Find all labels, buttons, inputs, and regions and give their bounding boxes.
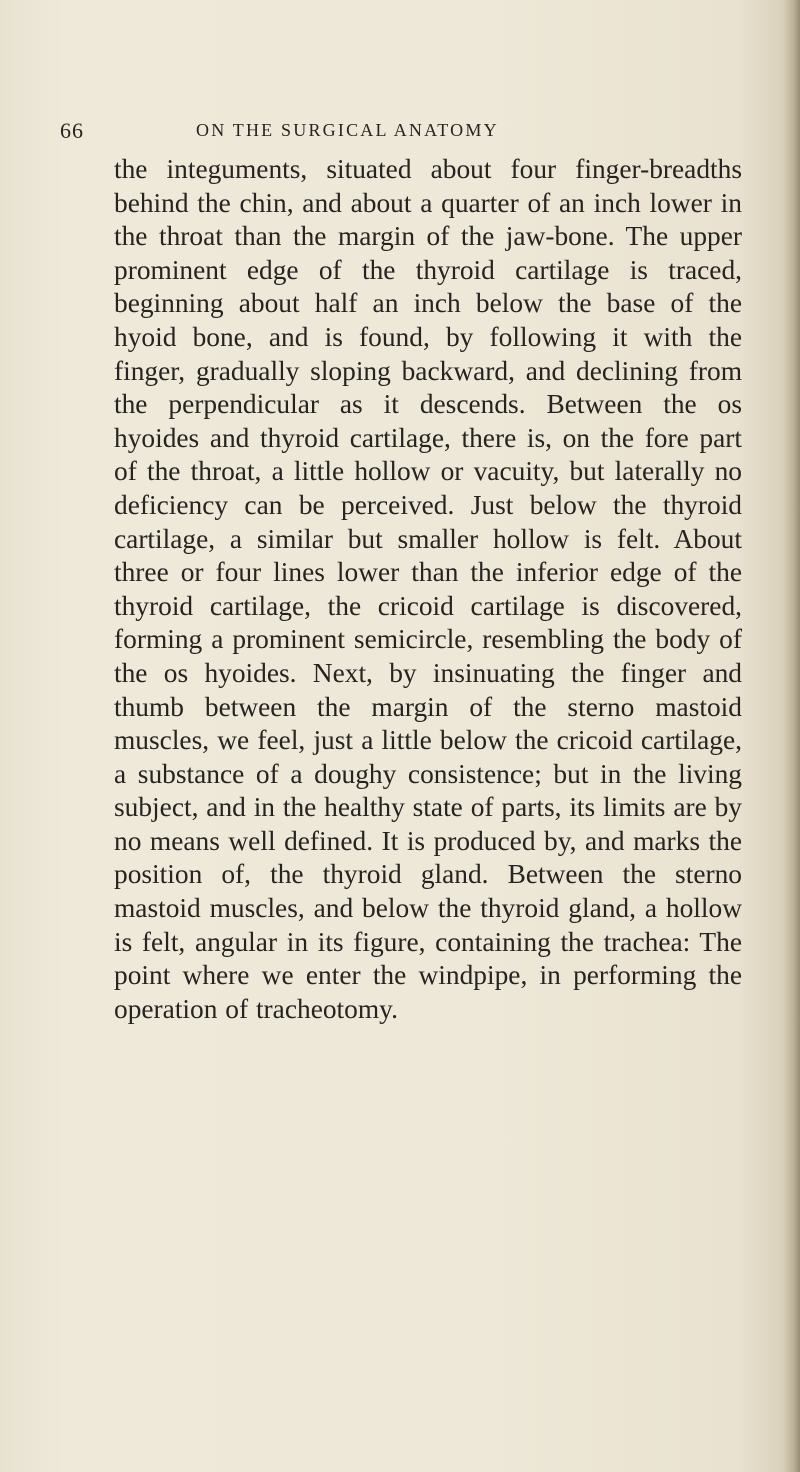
body-paragraph: the integuments, situated about four finger-breadths behind the chin, and about a quarter of an inch lower in the throat than the margin of the jaw-bone. The upper prominent edge of the thyroid cartilage is traced, beginning about half an inch below the base of the hyoid bone, and is found, by following it with the finger, gradually sloping backward, and declining from the perpendicular as it descends. Between the os hyoides and thyroid cartilage, there is, on the fore part of the throat, a little hollow or vacuity, but laterally no deficiency can be perceived. Just below the thyroid cartilage, a similar but smaller hollow is felt. About three or four lines lower than the inferior edge of the thyroid cartilage, the cricoid cartilage is discovered, forming a prominent semicircle, resembling the body of the os hyoides. Next, by insinuating the finger and thumb between the margin of the sterno mastoid muscles, we feel, just a little below the cricoid cartilage, a substance of a doughy consistence; but in the living subject, and in the healthy state of parts, its limits are by no means well defined. It is produced by, and marks the position of, the thyroid gland. Between the sterno mastoid muscles, and below the thyroid gland, a hollow is felt, angular in its figure, containing the trachea: The point where we enter the windpipe, in performing the operation of tracheotomy. [114,154,742,1024]
running-title: ON THE SURGICAL ANATOMY [196,120,499,140]
running-head [60,118,740,148]
page-number: 66 [60,118,84,143]
page-edge-shadow [784,0,800,1472]
